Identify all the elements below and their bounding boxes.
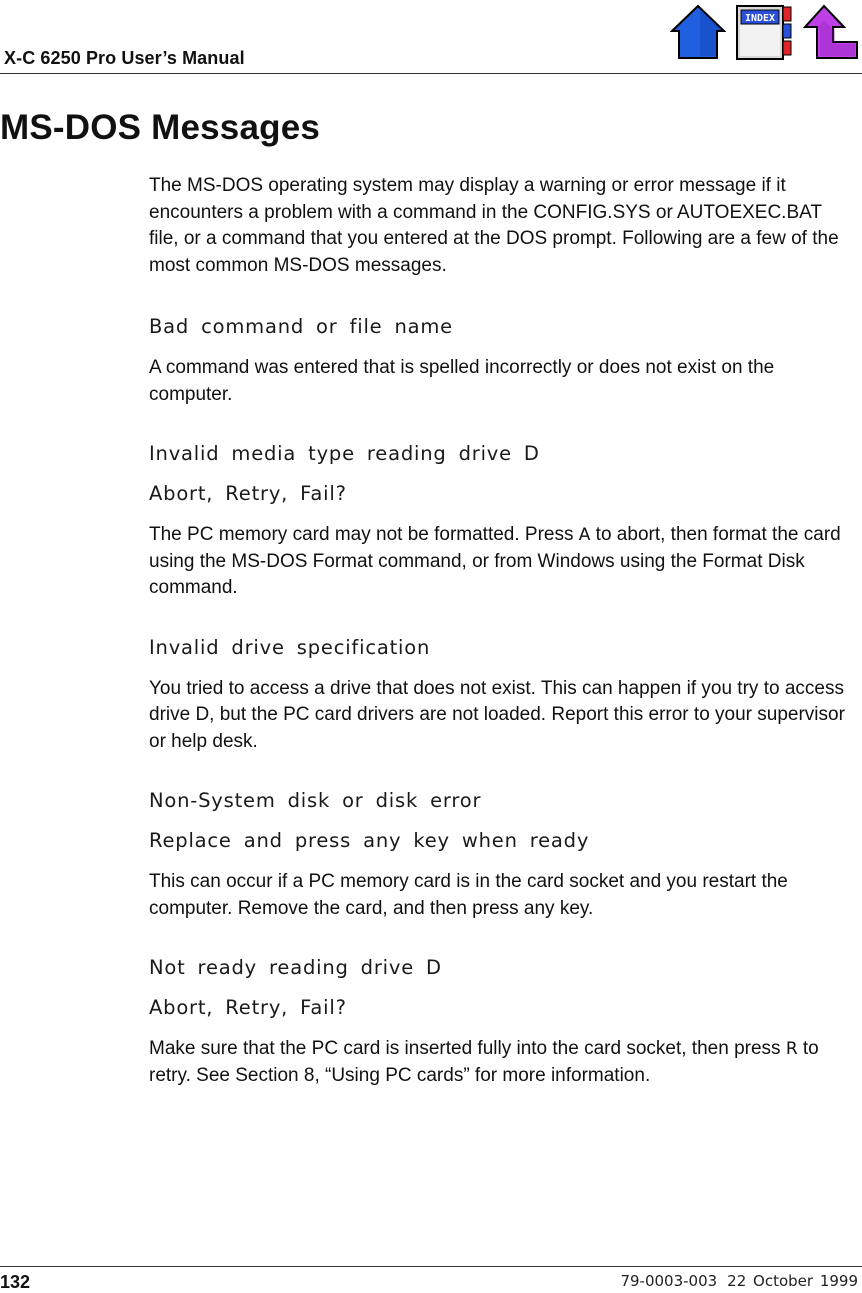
message-description: The PC memory card may not be formatted. Press A to abort, then format the card using the MS-DOS Format command, or from Windows using the Format Disk command. [149, 524, 841, 598]
message-prompt: Replace and press any key when ready [149, 829, 590, 852]
message-description: A command was entered that is spelled incorrectly or does not exist on the computer. [149, 357, 775, 405]
footer-divider [0, 1266, 862, 1267]
page-title: MS-DOS Messages [0, 108, 321, 147]
message-description: You tried to access a drive that does not exist. This can happen if you try to access drive D, but the PC card drivers are not loaded. Report this error to your supervisor or help desk. [149, 677, 845, 752]
intro-paragraph: The MS-DOS operating system may display a warning or error message if it encounters a problem with a command in the CONFIG.SYS or AUTOEXEC.BAT file, or a command that you entered at the DOS prompt. Following are a few of the most common MS-DOS messages. [149, 175, 839, 276]
main-content [149, 173, 855, 1123]
message-entry [149, 442, 855, 602]
document-info [620, 1272, 858, 1290]
message-description: Make sure that the PC card is inserted fully into the card socket, then press R to retry. See Section 8, “Using PC cards” for more information. [149, 1038, 819, 1086]
index-icon [734, 3, 794, 61]
message-description: This can occur if a PC memory card is in the card socket and you restart the computer. Remove the card, and then press any key. [149, 871, 788, 919]
message-text: Invalid drive specification [149, 635, 431, 659]
key-letter: A [578, 525, 591, 545]
message-entry [149, 315, 855, 408]
index-label: INDEX [744, 13, 776, 24]
nav-buttons [670, 3, 860, 66]
message-text: Bad command or file name [149, 315, 453, 338]
home-icon [670, 3, 726, 61]
header-divider [0, 73, 862, 74]
document-date: 22 October 1999 [727, 1272, 858, 1290]
up-button[interactable] [802, 3, 860, 66]
message-text: Not ready reading drive D [149, 956, 442, 979]
manual-title: X-C 6250 Pro User’s Manual [4, 48, 245, 68]
message-prompt: Abort, Retry, Fail? [149, 996, 347, 1019]
message-text: Invalid media type reading drive D [149, 442, 540, 465]
message-entry [149, 956, 855, 1089]
message-entry [149, 789, 855, 922]
message-entry [149, 636, 855, 756]
home-button[interactable] [670, 3, 726, 66]
page-number: 132 [0, 1272, 31, 1292]
index-button[interactable] [734, 3, 794, 66]
key-letter: R [785, 1039, 798, 1059]
up-arrow-icon [802, 3, 860, 61]
document-number: 79-0003-003 [620, 1272, 718, 1290]
message-text: Non-System disk or disk error [149, 789, 482, 812]
message-prompt: Abort, Retry, Fail? [149, 482, 347, 505]
